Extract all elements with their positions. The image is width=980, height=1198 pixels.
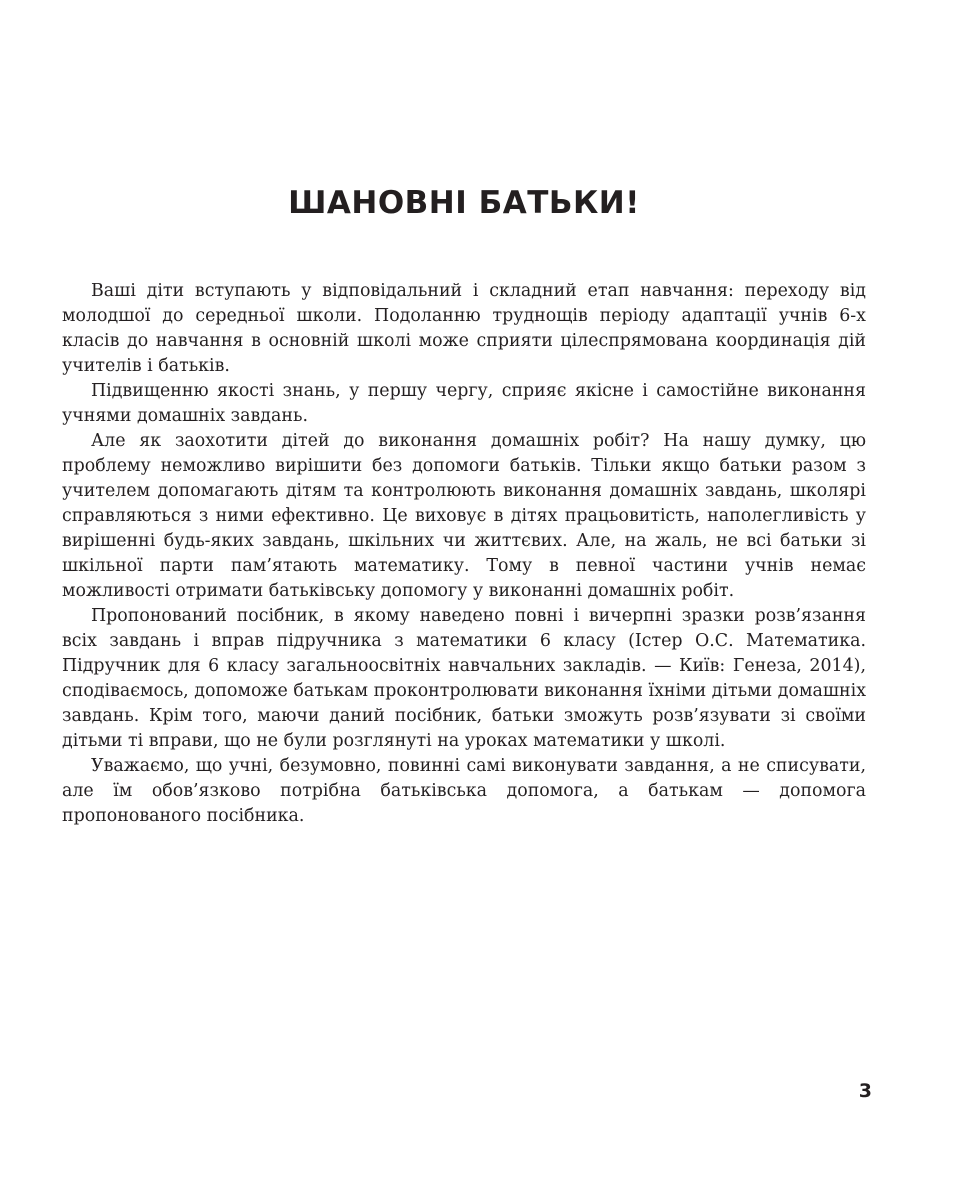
page-title: ШАНОВНІ БАТЬКИ! xyxy=(288,185,640,221)
paragraph-1: Ваші діти вступають у відповідальний і складний етап навчання: переходу від молодшої до середньої школи. Подоланню труднощів періоду адаптації учнів 6-х класів до навчання в основній школі може сприяти цілеспрямована координація дій учителів і батьків. xyxy=(62,281,866,376)
paragraph-5: Уважаємо, що учні, безумовно, повинні самі виконувати завдання, а не списувати, але їм обов’язково потрібна батьківська допомога, а батькам — допомога пропонованого посібника. xyxy=(62,756,866,826)
paragraph-2: Підвищенню якості знань, у першу чергу, сприяє якісне і самостійне виконання учнями домашніх завдань. xyxy=(62,381,866,426)
body-text xyxy=(62,279,866,829)
paragraph-3: Але як заохотити дітей до виконання домашніх робіт? На нашу думку, цю проблему неможливо вирішити без допомоги батьків. Тільки якщо батьки разом з учителем допомагають дітям та контролюють виконання домашніх завдань, школярі справляються з ними ефективно. Це виховує в дітях працьовитість, наполегливість у вирішенні будь-яких завдань, шкільних чи життєвих. Але, на жаль, не всі батьки зі шкільної парти пам’ятають математику. Тому в певної частини учнів немає можливості отримати батьківську допомогу у виконанні домашніх робіт. xyxy=(62,431,866,601)
paragraph-4: Пропонований посібник, в якому наведено повні і вичерпні зразки розв’язання всіх завдань і вправ підручника з математики 6 класу (Істер О.С. Математика. Підручник для 6 класу загальноосвітніх навчальних закладів. — Київ: Генеза, 2014), сподіваємось, допоможе батькам проконтролювати виконання їхніми дітьми домашніх завдань. Крім того, маючи даний посібник, батьки зможуть розв’язувати зі своїми дітьми ті вправи, що не були розглянуті на уроках математики у школі. xyxy=(62,606,866,751)
page-number: 3 xyxy=(858,1080,872,1102)
